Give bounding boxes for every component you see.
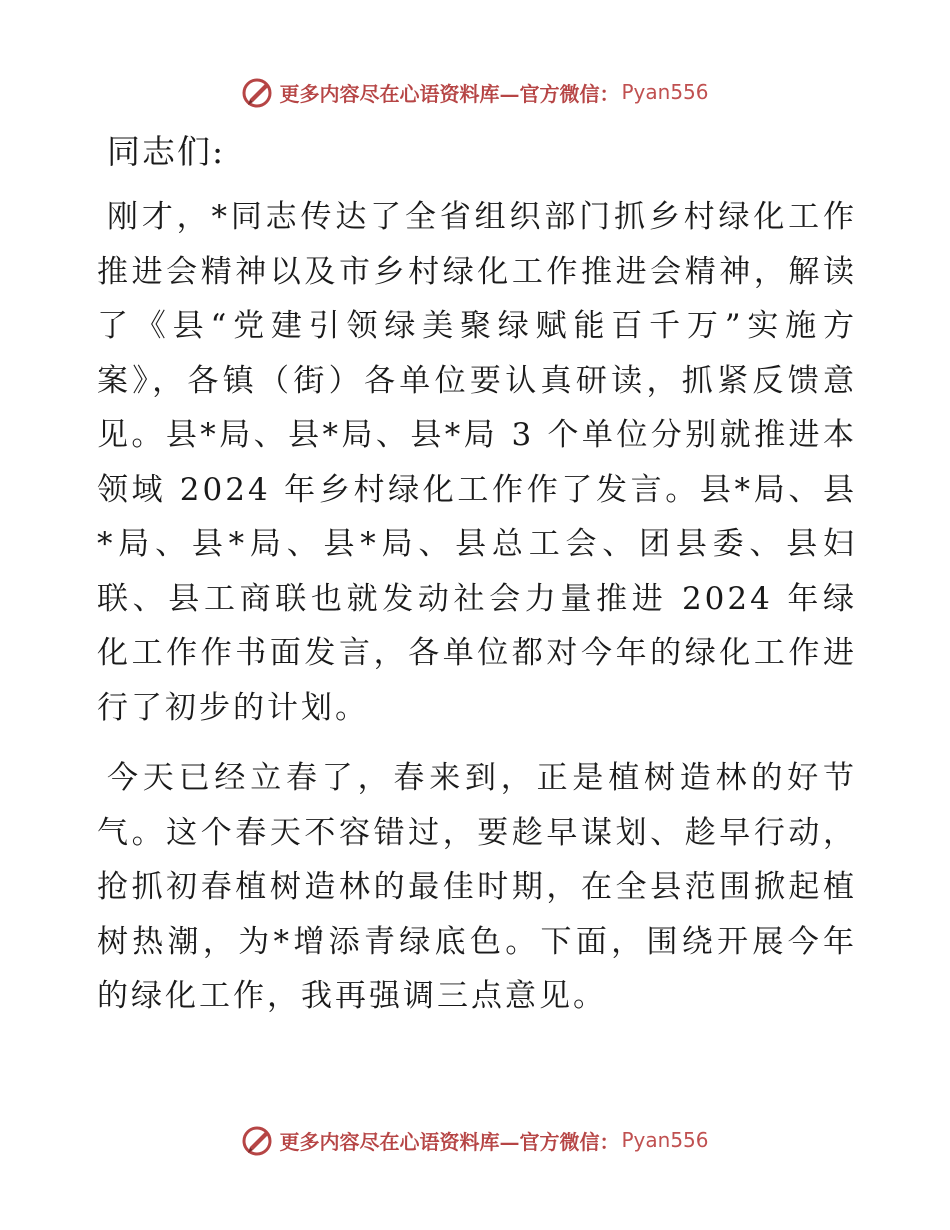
banner-wechat-id: Pyan556 <box>621 80 709 104</box>
banner-text: 更多内容尽在心语资料库—官方微信： <box>279 1129 620 1154</box>
watermark-banner-top <box>0 70 950 114</box>
banner-wechat-id: Pyan556 <box>621 1128 709 1152</box>
pen-circle-logo-icon <box>241 75 275 109</box>
banner-text: 更多内容尽在心语资料库—官方微信： <box>279 81 620 106</box>
watermark-banner-bottom <box>0 1118 950 1162</box>
paragraph-1: 刚才，*同志传达了全省组织部门抓乡村绿化工作推进会精神以及市乡村绿化工作推进会精神，解读了《县“党建引领绿美聚绿赋能百千万”实施方案》，各镇（街）各单位要认真研读，抓紧反馈意见。县*局、县*局、县*局 3 个单位分别就推进本领域 2024 年乡村绿化工作作了发言。县*局、县*局、县*局、县*局、县总工会、团县委、县妇联、县工商联也就发动社会力量推进 2024 年绿化工作作书面发言，各单位都对今年的绿化工作进行了初步的计划。 <box>97 199 857 726</box>
pen-circle-logo-icon <box>241 1123 275 1157</box>
paragraph-2: 今天已经立春了，春来到，正是植树造林的好节气。这个春天不容错过，要趁早谋划、趁早行动，抢抓初春植树造林的最佳时期，在全县范围掀起植树热潮，为*增添青绿底色。下面，围绕开展今年的绿化工作，我再强调三点意见。 <box>97 760 857 1014</box>
document-body <box>97 120 857 1040</box>
greeting: 同志们: <box>107 132 226 171</box>
